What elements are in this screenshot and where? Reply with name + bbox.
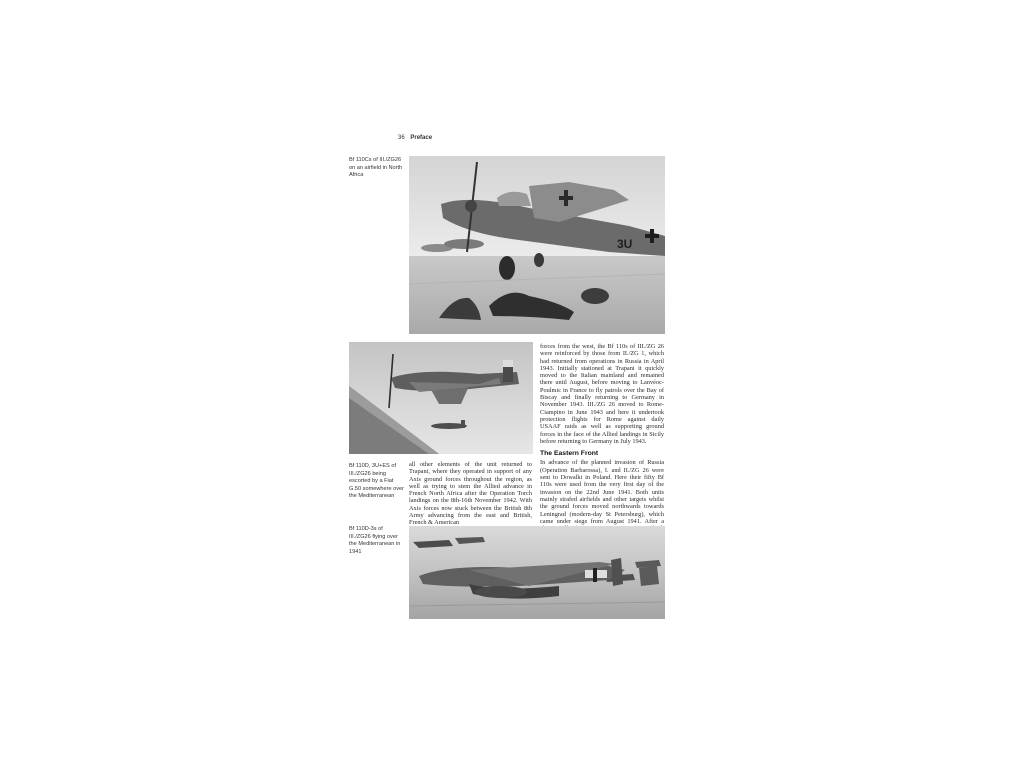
- caption-escort: Bf 110D, 3U+ES of III./ZG26 being escorted by a Fiat G.50 somewhere over the Mediterranean: [349, 463, 405, 499]
- body-paragraph: In advance of the planned invasion of Russia (Operation Barbarossa), I. and II./ZG 26 were sent to Dowalki in Poland. Here their fifty Bf 110s were used from the very first day of the invasion on the 22nd June 1941. Both units mainly strafed airfields and other targets whilst the ground forces moved northwards towards Leningrad (modern-day St Petersburg), which came under siege from August 1941. After a: [540, 459, 664, 525]
- airfield-photo: [409, 156, 665, 334]
- body-paragraph: all other elements of the unit returned to Trapani, where they operated in support of any Axis ground forces throughout the region, as well as trying to stem the Allied advance in French North Africa after the Operation Torch landings on the 8th-16th November 1942. With Axis forces now stuck between the British 8th Army advancing from the east and British, French & American: [409, 461, 532, 527]
- page-number: 36: [398, 135, 405, 141]
- caption-airfield: Bf 110Cs of III./ZG26 on an airfield in North Africa: [349, 157, 403, 178]
- body-paragraph: forces from the west, the Bf 110s of III./ZG 26 were reinforced by those from II./ZG 1, which had returned from operations in Russia in April 1943. Initially stationed at Trapani it quickly moved to the Italian mainland and remained there until August, before moving to Lanvéoc-Poulmic in France to fly patrols over the Bay of Biscay and finally returning to Germany in November 1943. III./ZG 26 moved to Rome-Ciampino in June 1943 and here it undertook protection flights for Rome against daily USAAF raids as well as supporting ground forces in the face of the Allied landings in Sicily before returning to Germany in July 1943.: [540, 343, 664, 445]
- running-header: [398, 135, 432, 141]
- caption-formation: Bf 110D-3s of III./ZG26 flying over the Mediterranean in 1941: [349, 526, 401, 555]
- tail-marking: 3U: [617, 237, 633, 251]
- formation-photo: [409, 526, 665, 619]
- section-title: Preface: [410, 135, 433, 141]
- escort-photo: [349, 342, 533, 454]
- section-heading: The Eastern Front: [540, 450, 599, 458]
- body-column-1: [409, 461, 532, 527]
- body-column-2: [540, 343, 664, 540]
